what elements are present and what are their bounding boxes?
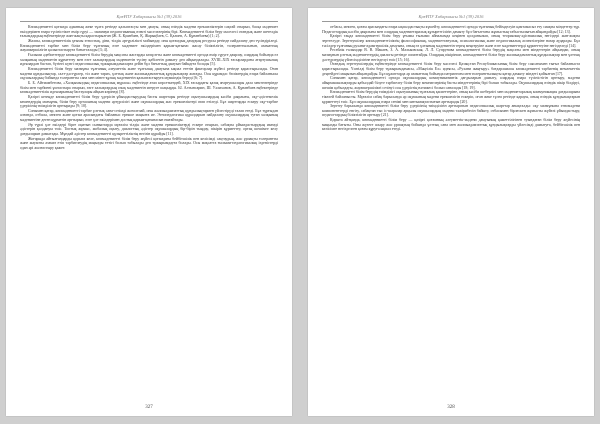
paragraph: отбасы, мектеп, қоғам арасындағы өзара ықпалдастықты күшейту, көпмәдениетті ортада тұлғаның бейімделуін қамтамасыз ету сияқты міндеттер тұр. Педагогтардың кәсіби даярлығы мен олардың мәдениетаралық құзыреттілігін дамыту бұл бағыттағы жұмыстың табыстылығын айқындайды [12; 13]. <box>322 25 580 34</box>
header-divider <box>20 21 278 22</box>
paragraph: Көпмәдениетті білім беру мазмұны тұлғаның әлеуметтік және тұлғалық дамуына ықпал ететін факторлар жүйесі ретінде қарастырылады. Оған мәдени құндылықтар, салт-дәстүрлер, тіл және тарих, ұлттық және жалпыадамзаттық құндылықтар жатады. Осы құрамдас бөліктердің өзара байланысы оқушылардың бойында толерантты сана мен мінез-құлық мәдениетін қалыптастыруға мүмкіндік береді [6; 7]. <box>20 66 278 81</box>
paragraph: Қазіргі кезеңде көпмәдениетті білім беру үдерісін ұйымдастырудың басты шарттары ретінде оқытушылардың кәсіби даярлығы, оқу-әдістемелік кешендердің мазмұны, білім беру ортасының мәдени әртүрлілігі және оқушылардың жас ерекшеліктері атап өтіледі. Бұл шарттарды ескеру оқу-тәрбие үдерісінің тиімділігін арттырады [9; 10]. <box>20 94 278 109</box>
header-divider <box>322 21 580 22</box>
paragraph: Отандық зерттеушілердің еңбектерінде көпмәдениетті білім беру мәселесі Қазақстан Республикасының білім беру саясатымен тығыз байланыста қарастырылады. Үштілді білім беру тұжырымдамасы, «Мәңгілік Ел» идеясы, «Рухани жаңғыру» бағдарламасы көпмәдениетті тәрбиенің мемлекеттік деңгейдегі маңызын айқындайды. Бұл құжаттарда әр азаматтың бойында патриотизм мен толеранттылықты қатар дамыту міндеті қойылған [17]. <box>322 62 580 76</box>
paragraph: Қорыта айтқанда, көпмәдениетті білім беру — қазіргі қоғамның әлеуметтік-мәдени дамуының қажеттілігінен туындаған білім беру жүйесінің маңызды бағыты. Оны жүзеге асыру жас ұрпақтың бойында ұлттық сана мен жалпыадамзаттық құндылықтарды үйлесімді дамытуға, бейбітшілік пен келісімге негізделген қоғам құруға ықпал етеді. <box>322 118 580 132</box>
paragraph: Сонымен қатар, көпмәдениетті ортада оқушылардың коммуникативтік дағдыларын дамыту, олардың өзара түсіністігін арттыру, мәдени айырмашылықтарды қабылдай білуге тәрбиелеу білім беру мекемелерінің басты міндеттерінің бірі болып табылады. Оқушылардың өзіндік пікір білдіруі, шешім қабылдауы, жауапкершілікті сезінуі осы үдерістің нәтижесі болып саналады [18; 19]. <box>322 76 580 90</box>
paragraph: Зерттеу барысында көпмәдениетті білім беру үдерісінің тиімділігін арттыратын педагогикалық шарттар анықталды: оқу мазмұнына этномәдени компоненттерді енгізу, сабақтан тыс іс-шаралар арқылы оқушылардың мәдени тәжірибесін байыту, отбасымен бірлескен жұмысты жүйелі ұйымдастыру, педагогтардың біліктілігін арттыру [21]. <box>322 104 580 118</box>
paragraph: Ғылыми әдебиеттерде көпмәдениетті білім берудің мақсаты жастарды көпұлтты және көпмәдениетті ортада өмір сүруге даярлау, олардың бойында өз халқының мәдениетін құрметтеу мен өзге халықтардың мәдениетін түсіну қабілетін дамыту деп айқындалады. XVIII–XIX ғасырлардағы ағартушылық идеялардан бастап, бүгінгі күнгі педагогикалық тұжырымдамаларға дейін бұл бағыттың дамуын байқауға болады [5]. <box>20 52 278 67</box>
right-page <box>308 8 594 416</box>
page-header: ҚазҰПУ Хабаршысы №1 (39) 2016 <box>418 14 484 19</box>
left-page <box>6 8 292 416</box>
paragraph: Сонымен қатар, көпмәдениетті тәрбие ұлттық сана-сезімді жоғалтпай, оны жалпыадамзаттық құндылықтармен үйлестіруді талап етеді. Бұл тұрғыдан алғанда, отбасы, мектеп және қоғам арасындағы байланыс ерекше маңызға ие. Этнопедагогика құралдарын пайдалану оқушылардың туған халқының мәдениетіне деген құрметін арттырып, өзге ұлт өкілдерімен достық қарым-қатынасын нығайтады. <box>20 108 278 123</box>
paragraph: Ресейлік ғалымдар В. В. Макаев, З. А. Мальковская, Л. Л. Супрунова көпмәдениетті білім берудің мақсаты мен міндеттерін айқындап, оның мазмұнын ұлттық мәдениеттердің диалогы ретінде сипаттайды. Олардың пікірінше, көпмәдениетті білім беру жалпыадамзаттық құндылықтар мен ұлттық дәстүрлердің үйлесімділігіне негізделуі тиіс [15; 16]. <box>322 48 580 62</box>
paragraph: Көпмәдениетті білім берудің тиімділігі оқытушының тұлғалық қасиеттеріне, оның кәсіби шеберлігі мен мәдениетаралық коммуникация дағдыларына тікелей байланысты. Мұғалім сабақ барысында әр оқушының мәдени ерекшелігін ескеріп, оған жеке тұлға ретінде қарауы, оның өзіндік құндылықтарын құрметтеуі тиіс. Бұл оқушылардың өзара сенімі мен ынтымақтастығын арттырады [20]. <box>322 90 580 104</box>
paragraph: Жоғарыда айтылғандарды қорыта келе, көпмәдениетті білім беру жүйесі қоғамдағы бейбітшілік пен келісімді сақтаудың, жас ұрпақты толерантты және жауапты азамат етіп тәрбиелеудің маңызды тетігі болып табылады деп тұжырымдауға болады. Осы мақсатта ғылыми-педагогикалық ізденістерді одан әрі жалғастыру қажет. <box>20 136 278 151</box>
page-body <box>322 25 580 397</box>
page-number: 328 <box>447 405 455 410</box>
page-number: 327 <box>145 405 153 410</box>
paragraph: Қазіргі таңда көпмәдениетті білім беру ұғымы ғылыми айналымда кеңінен қолданылып, оның теориялық-әдіснамалық негіздері жан-жақты зерттелуде. Зерттеушілер көпмәдениеттіліктің философиялық, мәдениеттанулық, психологиялық және педагогикалық аспектілеріне назар аударады. Бұл тәсілдер тұлғаның рухани-адамгершілік дамуына, оның өз ұлтының мәдениетін терең меңгеруіне және өзге мәдениеттерді құрметтеуіне негізделеді [14]. <box>322 34 580 48</box>
paragraph: Жалпы, көпмәдениеттілік ұғымы этностық, діни, тілдік әртүрлілікті мойындау, оны қоғамдық дамудың ресурсы ретінде пайдалану деп түсіндіріледі. Көпмәдениетті тәрбие мен білім беру тұлғаның өзге мәдениет өкілдерімен қарым-қатынас жасау біліктілігін, толеранттылығын, азаматтық жауапкершілігін қалыптастыруға бағытталады [3; 4]. <box>20 38 278 53</box>
page-body <box>20 25 278 397</box>
paragraph: Әр түрлі ұлт өкілдері бірге оқитын сыныптарда мұғалім тілдік және мәдени ерекшеліктерді ескере отырып, сабақты ұйымдастырудың икемді әдістерін қолдануы тиіс. Топтық жұмыс, жобалық оқыту, диалогтық әдістер оқушылардың бір-бірін тыңдау, пікірін құрметтеу, ортақ шешімге келу дағдыларын дамытады. Мұндай әдістер көпмәдениетті құзыреттіліктің негізін құрайды [11]. <box>20 122 278 137</box>
paragraph: Б. Б. Айтмамбетова, «Халқымыздың педагогикалық мұрасы» еңбегінде атап көрсеткендей, XIX ғасырдағы қазақ ағартушылары дала мектептерінде білім мен тәрбиені ұштастыра отырып, өзге халықтардың озық мәдениетін игеруге шақырды. Ы. Алтынсарин, Ш. Уәлиханов, А. Құнанбаев еңбектерінде көпмәдениеттілік идеяларының бастаулары айқын көрінеді [8]. <box>20 80 278 95</box>
page-header: ҚазҰПУ Хабаршысы №1 (39) 2016 <box>116 14 182 19</box>
paragraph: Көпмәдениетті қоғамда адамның жеке тұлға ретінде қалыптасуы мен дамуы, оның өзіндік мәдени ерекшеліктерін сақтай отырып, басқа мәдениет өкілдерімен өзара түсіністікте өмір сүруі — заманауи педагогиканың өзекті мәселелерінің бірі. Көпмәдениетті білім беру мәселесі отандық және шетелдік ғалымдардың еңбектерінде жан-жақты қарастырылған (Ж. Б. Қоянбаев, Қ. Жарықбаев, С. Қалиев, А. Құнанбаева) [1; 2]. <box>20 25 278 39</box>
